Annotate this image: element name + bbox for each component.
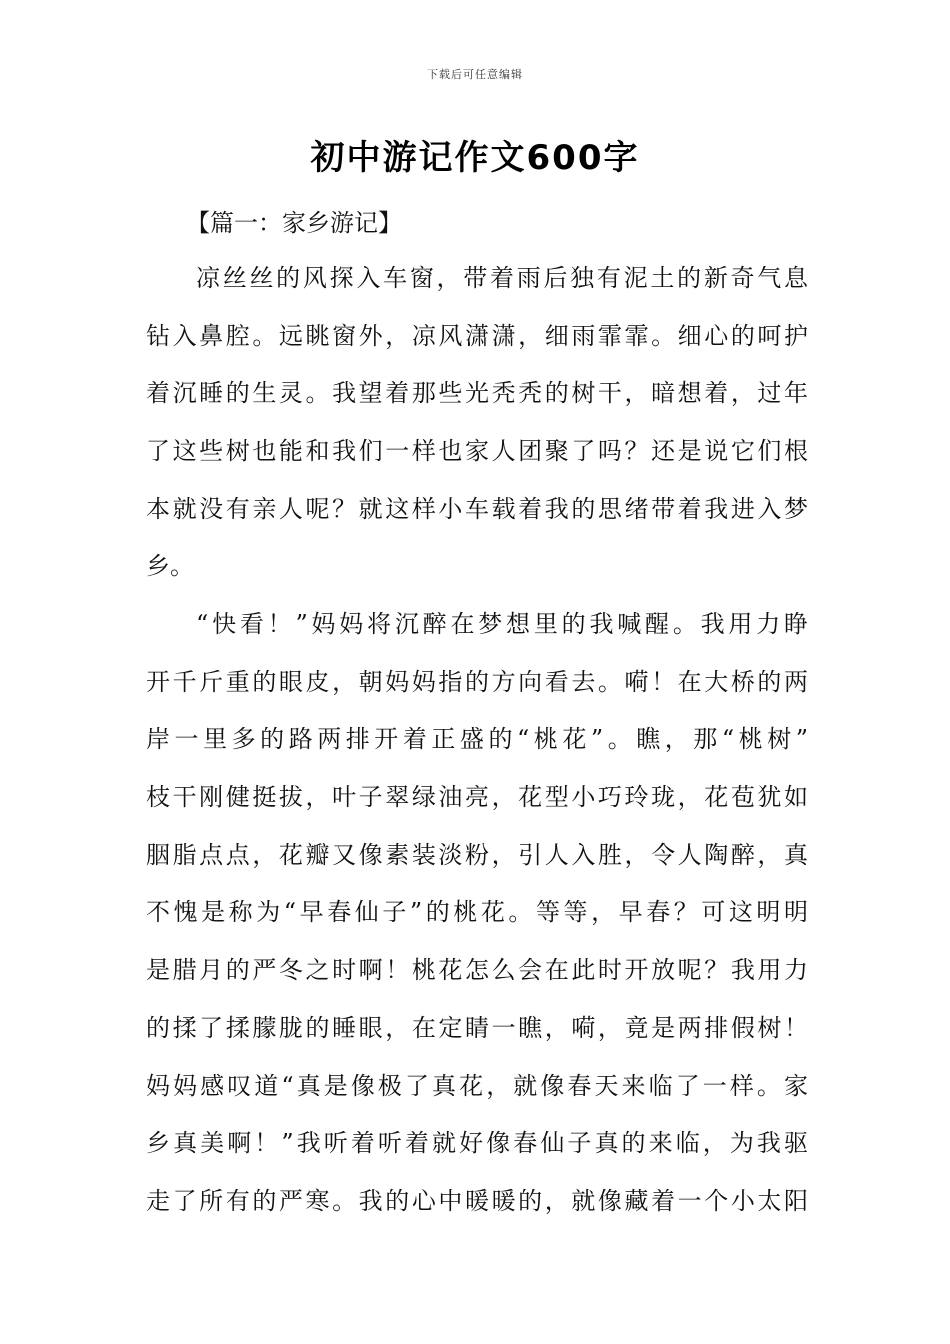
paragraph-2 — [146, 596, 808, 1231]
header-note: 下载后可任意编辑 — [427, 68, 523, 81]
text-line: 钻入鼻腔。远眺窗外，凉风潇潇，细雨霏霏。细心的呵护 — [146, 321, 808, 350]
text-line: 开千斤重的眼皮，朝妈妈指的方向看去。嗬！在大桥的两 — [146, 667, 808, 696]
text-line: 着沉睡的生灵。我望着那些光秃秃的树干，暗想着，过年 — [146, 379, 808, 408]
text-line: 胭脂点点，花瓣又像素装淡粉，引人入胜，令人陶醉，真 — [146, 840, 808, 869]
text-line: 乡真美啊！”我听着听着就好像春仙子真的来临，为我驱 — [146, 1129, 808, 1158]
text-line: 的揉了揉朦胧的睡眼，在定睛一瞧，嗬，竟是两排假树！ — [146, 1013, 808, 1042]
section-heading: 【篇一：家乡游记】 — [186, 209, 402, 237]
text-line: 凉丝丝的风探入车窗，带着雨后独有泥土的新奇气息 — [196, 264, 808, 292]
text-line: 乡。 — [146, 552, 194, 581]
text-line: 妈妈感叹道“真是像极了真花，就像春天来临了一样。家 — [146, 1071, 808, 1100]
text-line: 走了所有的严寒。我的心中暖暖的，就像藏着一个小太阳 — [146, 1186, 808, 1215]
text-line: 岸一里多的路两排开着正盛的“桃花”。瞧，那“桃树” — [146, 725, 808, 754]
text-line: 枝干刚健挺拔，叶子翠绿油亮，花型小巧玲珑，花苞犹如 — [146, 783, 808, 812]
text-line: 是腊月的严冬之时啊！桃花怎么会在此时开放呢？我用力 — [146, 956, 808, 985]
text-line: “快看！”妈妈将沉醉在梦想里的我喊醒。我用力睁 — [196, 610, 808, 638]
text-line: 本就没有亲人呢？就这样小车载着我的思绪带着我进入梦 — [146, 494, 808, 523]
paragraph-1 — [146, 250, 808, 596]
text-line: 了这些树也能和我们一样也家人团聚了吗？还是说它们根 — [146, 437, 808, 466]
text-line: 不愧是称为“早春仙子”的桃花。等等，早春？可这明明 — [146, 898, 808, 927]
page-title: 初中游记作文600字 — [310, 138, 640, 178]
